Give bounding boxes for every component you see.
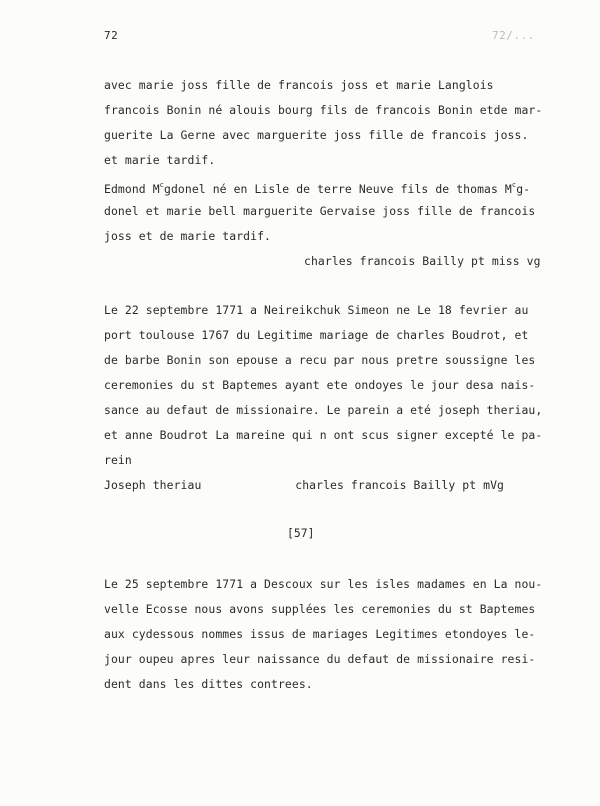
page-number: 72 [104, 29, 119, 42]
entry1-line: guerite La Gerne avec marguerite joss fille de francois joss. [104, 128, 529, 142]
priest-signature: charles francois Bailly pt mVg [295, 478, 504, 492]
entry3-line: Le 25 septembre 1771 a Descoux sur les isles madames en La nou- [104, 577, 543, 591]
entry1-edmond-line [104, 178, 531, 196]
edmond-text: g- [516, 182, 531, 196]
entry2-line: Le 22 septembre 1771 a Neireikchuk Simeon ne Le 18 fevrier au [104, 303, 529, 317]
entry1-line: donel et marie bell marguerite Gervaise joss fille de francois [104, 204, 536, 218]
entry2-signatures [104, 478, 504, 492]
entry2-line: de barbe Bonin son epouse a recu par nous pretre soussigne les [104, 353, 536, 367]
page-marker: [57] [287, 526, 315, 540]
entry3-line: dent dans les dittes contrees. [104, 677, 313, 691]
entry1-line: francois Bonin né alouis bourg fils de francois Bonin etde mar- [104, 103, 543, 117]
priest-signature: charles francois Bailly pt miss vg [304, 254, 541, 268]
godfather-signature: Joseph theriau [104, 478, 202, 492]
entry3-line: jour oupeu apres leur naissance du defaut de missionaire resi- [104, 652, 536, 666]
entry1-line: avec marie joss fille de francois joss et marie Langlois [104, 78, 494, 92]
edmond-text: gdonel né en Lisle de terre Neuve fils de thomas M [164, 182, 512, 196]
entry1-line: et marie tardif. [104, 153, 216, 167]
entry2-line: ceremonies du st Baptemes ayant ete ondoyes le jour desa nais- [104, 378, 536, 392]
entry2-line: rein [104, 453, 132, 467]
entry2-line: port toulouse 1767 du Legitime mariage de charles Boudrot, et [104, 328, 529, 342]
entry2-line: et anne Boudrot La mareine qui n ont scus signer excepté le pa- [104, 428, 543, 442]
archive-reference: 72/... [492, 29, 535, 42]
entry3-line: velle Ecosse nous avons supplées les ceremonies du st Baptemes [104, 602, 536, 616]
entry1-line: joss et de marie tardif. [104, 229, 271, 243]
entry3-line: aux cydessous nommes issus de mariages Legitimes etondoyes le- [104, 627, 536, 641]
superscript-c: c [511, 181, 517, 189]
superscript-c: c [159, 181, 164, 189]
edmond-text: Edmond M [104, 182, 160, 196]
entry2-line: sance au defaut de missionaire. Le parein a eté joseph theriau, [104, 403, 543, 417]
